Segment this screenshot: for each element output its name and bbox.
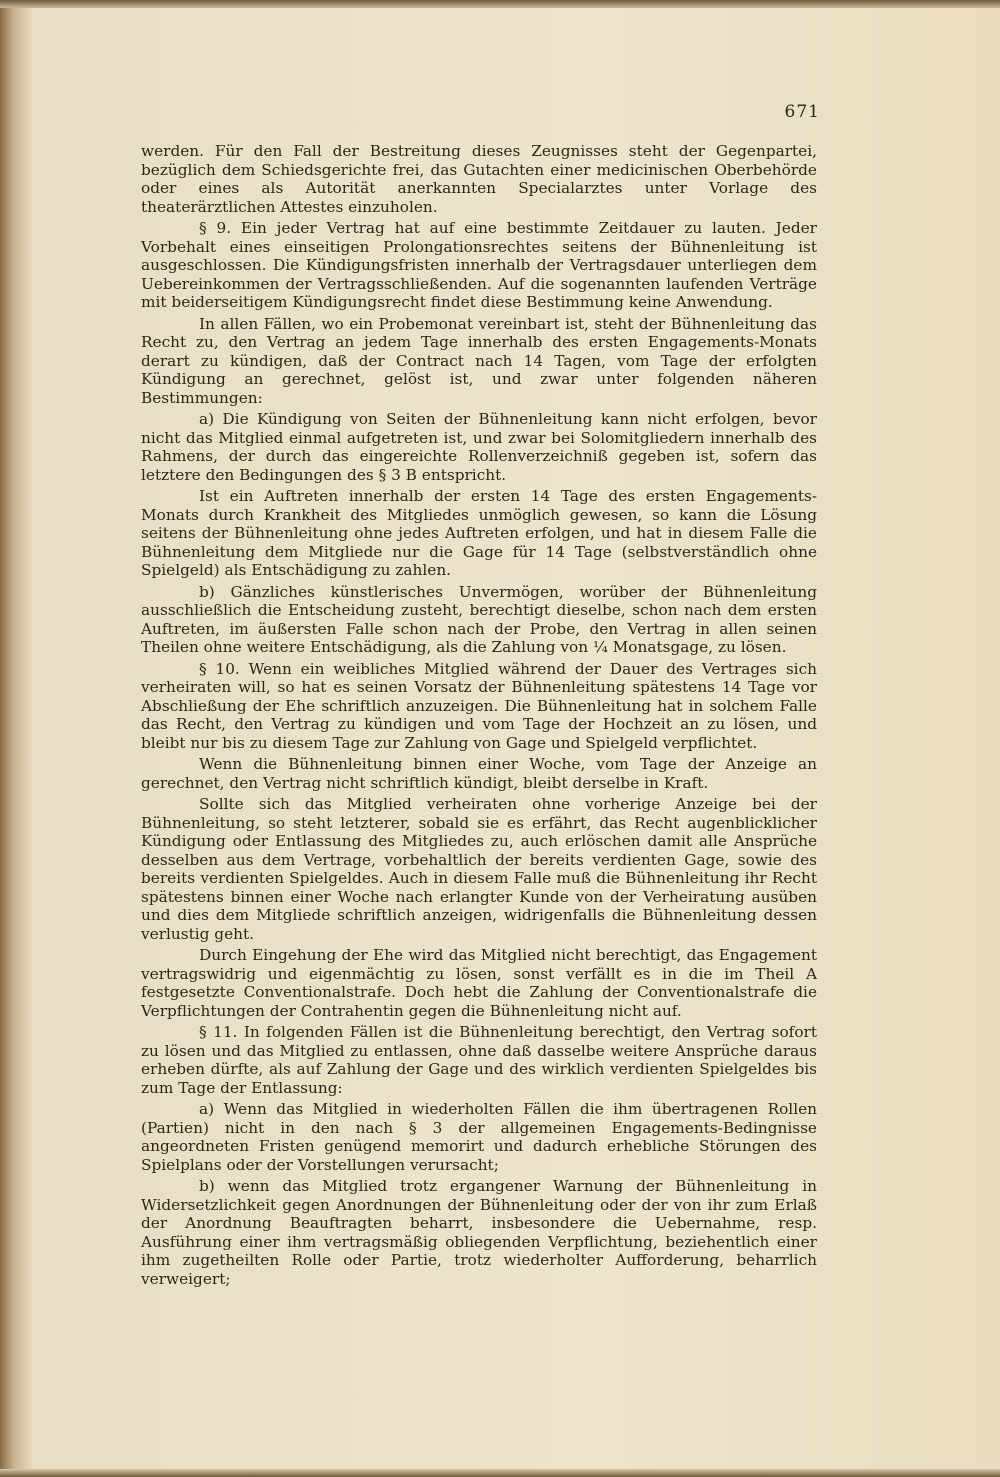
paragraph: Durch Eingehung der Ehe wird das Mitglied nicht berechtigt, das Engagement vertragswidrig und eigenmächtig zu lösen, sonst verfällt es in die im Theil A festgesetzte Conventionalstrafe. Doch hebt die Zahlung der Conventionalstrafe die Verpflichtungen der Contrahentin gegen die Bühnenleitung nicht auf.: [141, 946, 817, 1020]
body-text: [141, 142, 817, 1291]
paragraph-section-11: § 11. In folgenden Fällen ist die Bühnenleitung berechtigt, den Vertrag sofort zu lösen und das Mitglied zu entlassen, ohne daß dasselbe weitere Ansprüche daraus erheben dürfte, als auf Zahlung der Gage und des wirklich verdienten Spielgeldes bis zum Tage der Entlassung:: [141, 1023, 817, 1097]
paragraph: werden. Für den Fall der Bestreitung dieses Zeugnisses steht der Gegenpartei, bezüglich dem Schiedsgerichte frei, das Gutachten einer medicinischen Oberbehörde oder eines als Autorität anerkannten Specialarztes unter Vorlage des theaterärztlichen Attestes einzuholen.: [141, 142, 817, 216]
page-bottom-edge: [0, 1469, 1000, 1477]
paragraph: Wenn die Bühnenleitung binnen einer Woche, vom Tage der Anzeige an gerechnet, den Vertrag nicht schriftlich kündigt, bleibt derselbe in Kraft.: [141, 755, 817, 792]
paragraph: In allen Fällen, wo ein Probemonat vereinbart ist, steht der Bühnenleitung das Recht zu, den Vertrag an jedem Tage innerhalb des ersten Engagements-Monats derart zu kündigen, daß der Contract nach 14 Tagen, vom Tage der erfolgten Kündigung an gerechnet, gelöst ist, und zwar unter folgenden näheren Bestimmungen:: [141, 314, 817, 407]
paragraph-section-9: § 9. Ein jeder Vertrag hat auf eine bestimmte Zeitdauer zu lauten. Jeder Vorbehalt eines einseitigen Prolongationsrechtes seitens der Bühnenleitung ist ausgeschlossen. Die Kündigungsfristen innerhalb der Vertragsdauer unterliegen dem Uebereinkommen der Vertragsschließenden. Auf die sogenannten laufenden Verträge mit beiderseitigem Kündigungsrecht findet diese Bestimmung keine Anwendung.: [141, 219, 817, 311]
paragraph: Ist ein Auftreten innerhalb der ersten 14 Tage des ersten Engagements-Monats durch Krankheit des Mitgliedes unmöglich gewesen, so kann die Lösung seitens der Bühnenleitung ohne jedes Auftreten erfolgen, und hat in diesem Falle die Bühnenleitung dem Mitgliede nur die Gage für 14 Tage (selbstverständlich ohne Spielgeld) als Entschädigung zu zahlen.: [141, 487, 817, 579]
page-number: 671: [784, 102, 820, 122]
paragraph-item-a: a) Wenn das Mitglied in wiederholten Fällen die ihm übertragenen Rollen (Partien) nicht in den nach § 3 der allgemeinen Engagements-Bedingnisse angeordneten Fristen genügend memorirt und dadurch erhebliche Störungen des Spielplans oder der Vorstellungen verursacht;: [141, 1100, 817, 1174]
paragraph: Sollte sich das Mitglied verheiraten ohne vorherige Anzeige bei der Bühnenleitung, so steht letzterer, sobald sie es erfährt, das Recht augenblicklicher Kündigung oder Entlassung des Mitgliedes zu, auch erlöschen damit alle Ansprüche desselben aus dem Vertrage, vorbehaltlich der bereits verdienten Gage, sowie des bereits verdienten Spielgeldes. Auch in diesem Falle muß die Bühnenleitung ihr Recht spätestens binnen einer Woche nach erlangter Kunde von der Verheiratung ausüben und dies dem Mitgliede schriftlich anzeigen, widrigenfalls die Bühnenleitung dessen verlustig geht.: [141, 795, 817, 943]
paragraph-section-10: § 10. Wenn ein weibliches Mitglied während der Dauer des Vertrages sich verheiraten will, so hat es seinen Vorsatz der Bühnenleitung spätestens 14 Tage vor Abschließung der Ehe schriftlich anzuzeigen. Die Bühnenleitung hat in solchem Falle das Recht, den Vertrag zu kündigen und vom Tage der Hochzeit an zu lösen, und bleibt nur bis zu diesem Tage zur Zahlung von Gage und Spielgeld verpflichtet.: [141, 659, 817, 752]
paragraph-item-a: a) Die Kündigung von Seiten der Bühnenleitung kann nicht erfolgen, bevor nicht das Mitglied einmal aufgetreten ist, und zwar bei Solomitgliedern innerhalb des Rahmens, der durch das eingereichte Rollenverzeichniß gegeben ist, sofern das letztere den Bedingungen des § 3 B entspricht.: [141, 410, 817, 484]
paragraph-item-b: b) wenn das Mitglied trotz ergangener Warnung der Bühnenleitung in Widersetzlichkeit gegen Anordnungen der Bühnenleitung oder der von ihr zum Erlaß der Anordnung Beauftragten beharrt, insbesondere die Uebernahme, resp. Ausführung einer ihm vertragsmäßig obliegenden Verpflichtung, beziehentlich einer ihm zugetheilten Rolle oder Partie, trotz wiederholter Aufforderung, beharrlich verweigert;: [141, 1177, 817, 1288]
page-top-edge: [0, 0, 1000, 8]
paragraph-item-b: b) Gänzliches künstlerisches Unvermögen, worüber der Bühnenleitung ausschließlich die Entscheidung zusteht, berechtigt dieselbe, schon nach dem ersten Auftreten, im äußersten Falle schon nach der Probe, den Vertrag in allen seinen Theilen ohne weitere Entschädigung, als die Zahlung von ¼ Monatsgage, zu lösen.: [141, 582, 817, 656]
